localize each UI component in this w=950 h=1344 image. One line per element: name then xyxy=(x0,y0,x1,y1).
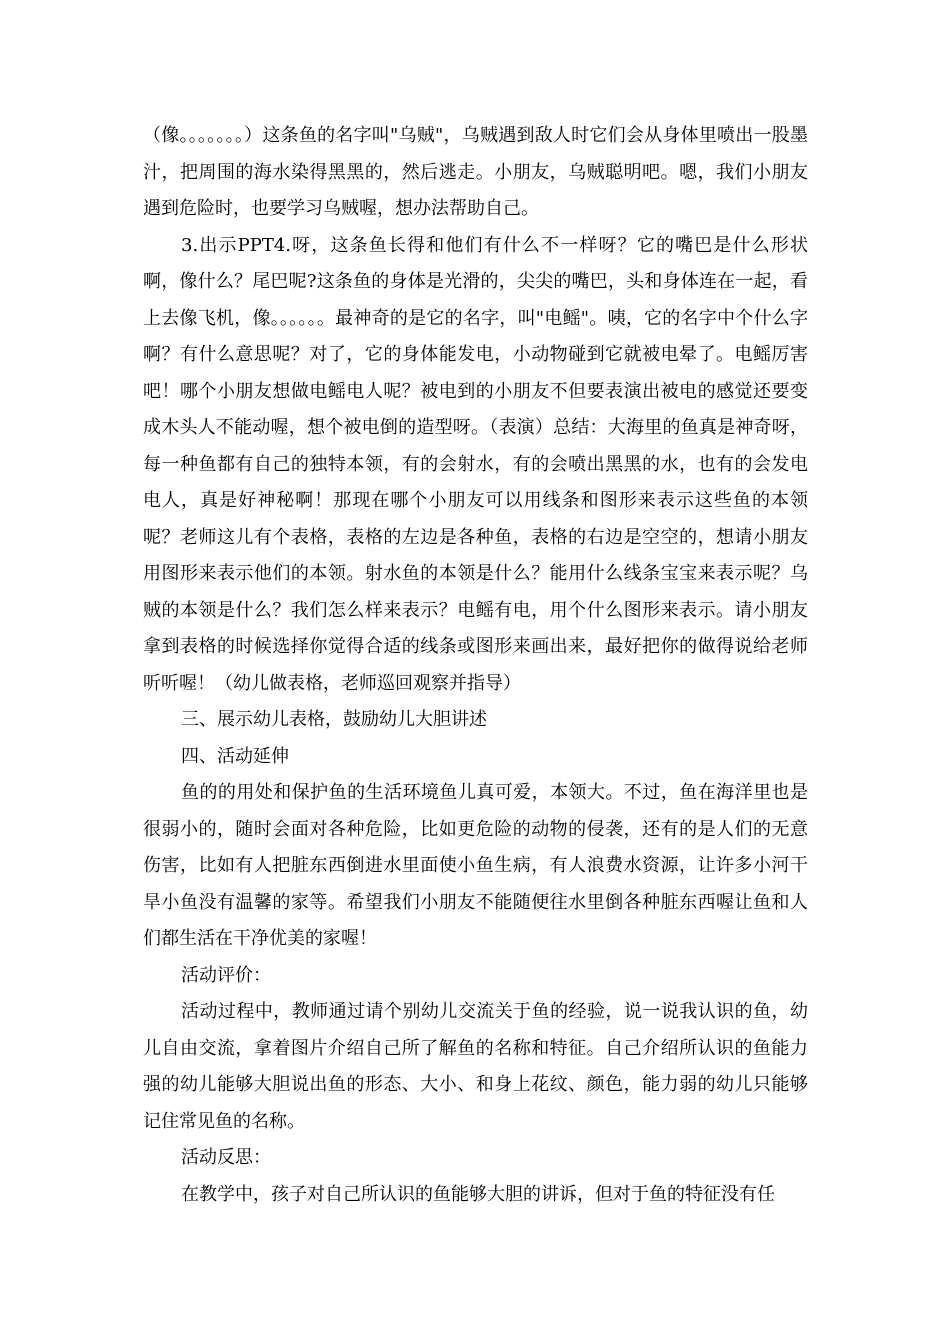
section-heading-4: 四、活动延伸 xyxy=(181,745,289,767)
paragraph-evaluation: 活动过程中，教师通过请个别幼儿交流关于鱼的经验，说一说我认识的鱼，幼儿自由交流，拿着图片介绍自己所了解鱼的名称和特征。自己介绍所认识的鱼能力强的幼儿能够大胆说出鱼的形态、大小、和身上花纹、颜色，能力弱的幼儿只能够记住常见鱼的名称。 xyxy=(143,1001,808,1132)
paragraph-1: （像。。。。。。。）这条鱼的名字叫"乌贼"，乌贼遇到敌人时它们会从身体里喷出一股墨汁，把周围的海水染得黑黑的，然后逃走。小朋友，乌贼聪明吧。嗯，我们小朋友遇到危险时，也要学习乌贼喔，想办法帮助自己。 xyxy=(143,125,808,219)
document-body xyxy=(143,118,808,1213)
section-heading-3: 三、展示幼儿表格，鼓励幼儿大胆讲述 xyxy=(181,709,487,730)
paragraph-reflection: 在教学中，孩子对自己所认识的鱼能够大胆的讲诉，但对于鱼的特征没有任 xyxy=(181,1183,775,1205)
heading-reflection: 活动反思： xyxy=(181,1147,271,1168)
heading-evaluation: 活动评价： xyxy=(181,964,271,986)
paragraph-2: 3.出示PPT4.呀，这条鱼长得和他们有什么不一样呀？它的嘴巴是什么形状啊，像什么？尾巴呢?这条鱼的身体是光滑的，尖尖的嘴巴，头和身体连在一起，看上去像飞机，像。。。。。。最神奇的是它的名字，叫"电鳐"。咦，它的名字中个什么字啊？有什么意思呢？对了，它的身体能发电，小动物碰到它就被电晕了。电鳐厉害吧！哪个小朋友想做电鳐电人呢？被电到的小朋友不但要表演出被电的感觉还要变成木头人不能动喔，想个被电倒的造型呀。（表演）总结：大海里的鱼真是神奇呀，每一种鱼都有自己的独特本领，有的会射水，有的会喷出黑黑的水，也有的会发电电人，真是好神秘啊！那现在哪个小朋友可以用线条和图形来表示这些鱼的本领呢？老师这儿有个表格，表格的左边是各种鱼，表格的右边是空空的，想请小朋友用图形来表示他们的本领。射水鱼的本领是什么？能用什么线条宝宝来表示呢？乌贼的本领是什么？我们怎么样来表示？电鳐有电，用个什么图形来表示。请小朋友拿到表格的时候选择你觉得合适的线条或图形来画出来，最好把你的做得说给老师听听喔！（幼儿做表格，老师巡回观察并指导） xyxy=(143,234,808,694)
paragraph-extension: 鱼的的用处和保护鱼的生活环境鱼儿真可爱，本领大。不过，鱼在海洋里也是很弱小的，随时会面对各种危险，比如更危险的动物的侵袭，还有的是人们的无意伤害，比如有人把脏东西倒进水里面使小鱼生病，有人浪费水资源，让许多小河干旱小鱼没有温馨的家等。希望我们小朋友不能随便往水里倒各种脏东西喔让鱼和人们都生活在干净优美的家喔！ xyxy=(143,782,808,949)
